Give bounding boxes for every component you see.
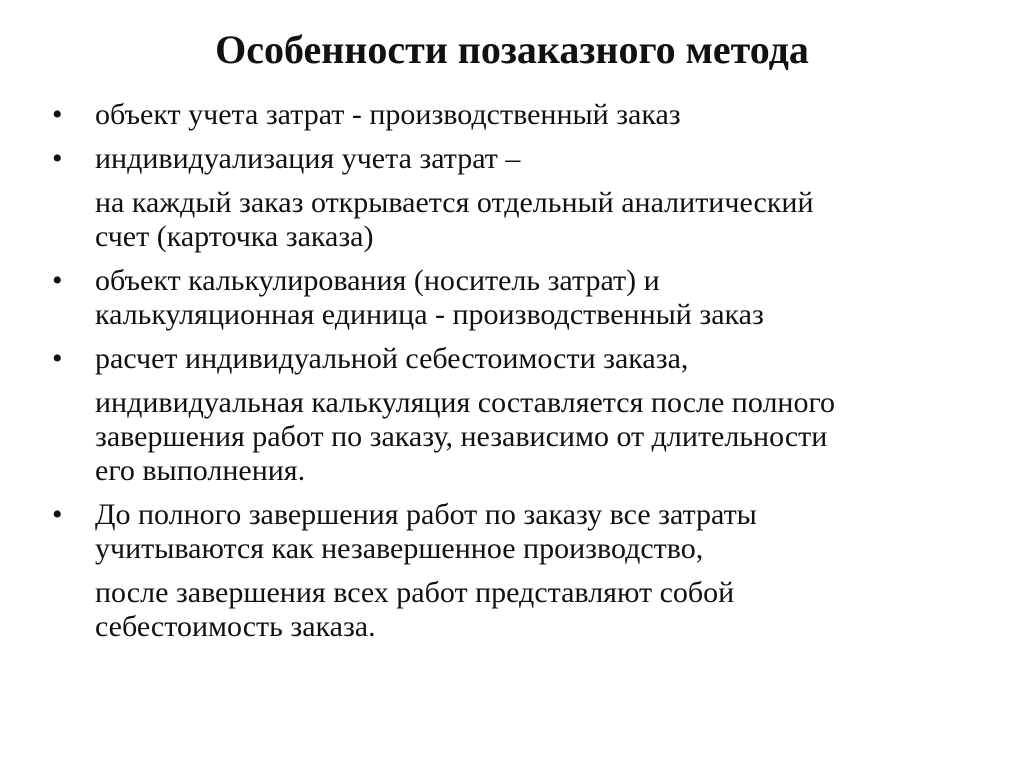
bullet-dot: • (52, 98, 63, 131)
bullet-continuation (95, 576, 992, 644)
continuation-text: завершения работ по заказу, независимо от длительности (95, 420, 828, 453)
slide-title: Особенности позаказного метода (215, 27, 809, 72)
continuation-text: индивидуальная калькуляция составляется после полного (95, 386, 836, 419)
continuation-text: его выполнения. (95, 454, 306, 487)
bullet-dot: • (52, 342, 63, 375)
bullet-text: До полного завершения работ по заказу все затраты (95, 498, 757, 531)
bullet-item-1 (52, 98, 992, 132)
bullet-item-2 (52, 142, 992, 254)
continuation-text: себестоимость заказа. (95, 610, 376, 643)
bullet-list (52, 98, 992, 654)
bullet-text: расчет индивидуальной себестоимости заказа, (95, 342, 689, 375)
bullet-dot: • (52, 264, 63, 297)
bullet-dot: • (52, 142, 63, 175)
bullet-text: объект калькулирования (носитель затрат) и (95, 264, 660, 297)
bullet-text: объект учета затрат - производственный заказ (95, 98, 681, 131)
bullet-dot: • (52, 498, 63, 531)
bullet-item-4 (52, 342, 992, 488)
bullet-continuation (95, 386, 992, 488)
bullet-item-5 (52, 498, 992, 644)
bullet-text: учитываются как незавершенное производство, (95, 532, 704, 565)
bullet-text: калькуляционная единица - производственный заказ (95, 298, 764, 331)
bullet-continuation (95, 186, 992, 254)
continuation-text: на каждый заказ открывается отдельный аналитический (95, 186, 814, 219)
continuation-text: счет (карточка заказа) (95, 220, 374, 253)
bullet-text: индивидуализация учета затрат – (95, 142, 521, 175)
bullet-item-3 (52, 264, 992, 332)
continuation-text: после завершения всех работ представляют собой (95, 576, 735, 609)
